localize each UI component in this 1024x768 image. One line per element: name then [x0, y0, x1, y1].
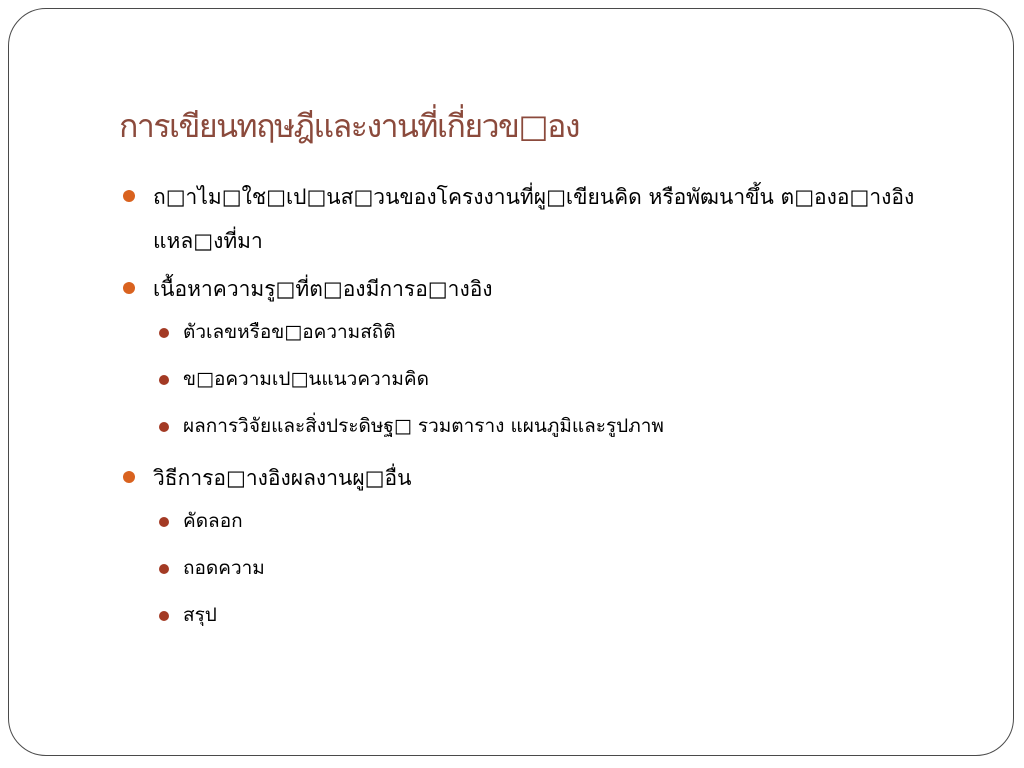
- sub-bullet-text: คัดลอก: [183, 510, 243, 532]
- bullet-item-2: [123, 267, 983, 311]
- sub-bullet-dot-icon: [159, 517, 169, 527]
- sub-bullet-dot-icon: [159, 422, 169, 432]
- bullet-dot-icon: [123, 282, 135, 294]
- sub-bullet-dot-icon: [159, 375, 169, 385]
- sub-bullet-text: ตัวเลขหรือข□อความสถิติ: [183, 321, 396, 343]
- bullet-text: ถ□าไม□ใช□เป□นส□วนของโครงงานที่ผู□เขียนคิด หรือพัฒนาขึ้น ต□องอ□างอิงแหล□งที่มา: [153, 185, 915, 253]
- bullet-item-1: [123, 175, 983, 263]
- bullet-item-3: [123, 456, 983, 500]
- sub-bullet-item: [157, 315, 983, 350]
- sub-bullet-item: [157, 551, 983, 586]
- sub-bullet-item: [157, 409, 983, 444]
- slide-content: [123, 175, 983, 645]
- sub-bullet-item: [157, 598, 983, 633]
- sub-bullet-item: [157, 362, 983, 397]
- bullet-dot-icon: [123, 471, 135, 483]
- sub-bullet-text: ผลการวิจัยและสิ่งประดิษฐ□ รวมตาราง แผนภูมิและรูปภาพ: [183, 415, 664, 437]
- bullet-text: เนื้อหาความรู□ที่ต□องมีการอ□างอิง: [153, 277, 493, 301]
- slide-title: การเขียนทฤษฎีและงานที่เกี่ยวข□อง: [119, 107, 579, 145]
- sub-bullet-text: ข□อความเป□นแนวความคิด: [183, 368, 429, 390]
- slide-frame: [8, 8, 1014, 756]
- sub-bullet-dot-icon: [159, 611, 169, 621]
- sub-bullet-dot-icon: [159, 328, 169, 338]
- sub-bullet-item: [157, 504, 983, 539]
- bullet-dot-icon: [123, 190, 135, 202]
- sub-bullet-text: ถอดความ: [183, 557, 265, 579]
- sub-bullet-dot-icon: [159, 564, 169, 574]
- sub-bullet-text: สรุป: [183, 604, 217, 626]
- bullet-text: วิธีการอ□างอิงผลงานผู□อื่น: [153, 466, 412, 490]
